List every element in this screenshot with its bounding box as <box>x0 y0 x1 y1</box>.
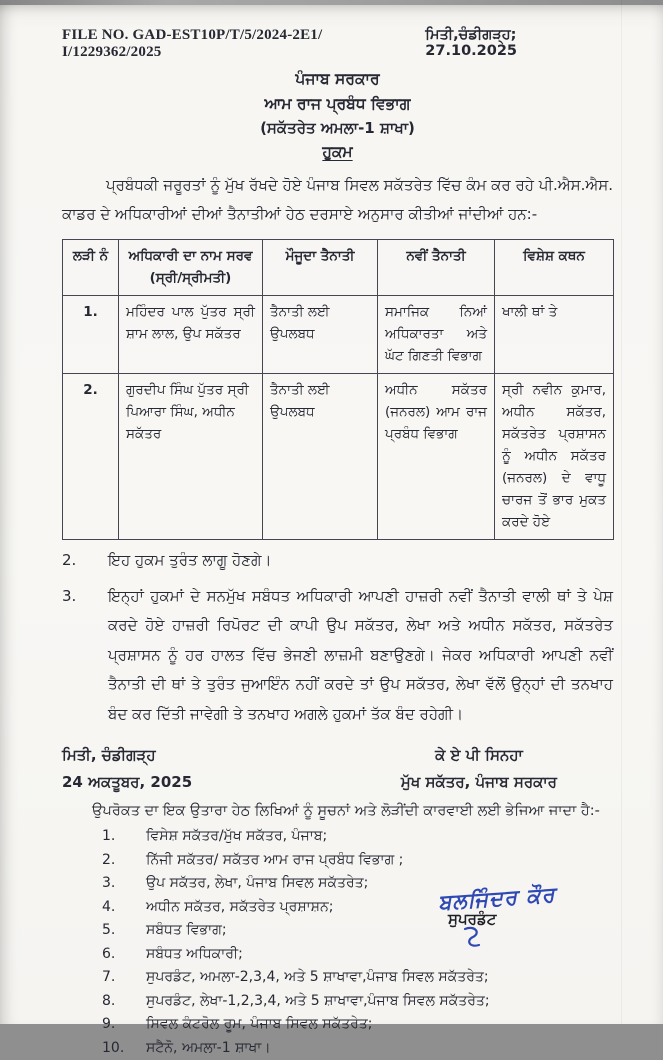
issue-place-date <box>62 742 192 796</box>
signatory-block <box>401 742 557 796</box>
cell-serial: 2. <box>63 374 119 540</box>
cell-remarks: ਖਾਲੀ ਥਾਂ ਤੇ <box>495 296 614 374</box>
signature-flourish-icon <box>460 926 486 952</box>
col-header-serial: ਲੜੀ ਨੰ <box>63 240 119 296</box>
cc-number: 1. <box>102 825 146 849</box>
government-title: ਪੰਜਾਬ ਸਰਕਾਰ <box>62 70 613 89</box>
cc-text: ਸਬੰਧਤ ਅਧਿਕਾਰੀ; <box>146 943 613 967</box>
issue-date-top: ਮਿਤੀ,ਚੰਡੀਗੜ੍ਹ; 27.10.2025 <box>425 27 613 59</box>
table-header-row <box>63 240 614 296</box>
cc-number: 9. <box>102 1013 146 1037</box>
cc-number: 4. <box>102 896 146 920</box>
cc-item <box>102 849 613 873</box>
col-header-new-posting: ਨਵੀਂ ਤੈਨਾਤੀ <box>378 240 495 296</box>
cc-item <box>102 825 613 849</box>
cc-text: ਸਬੰਧਤ ਵਿਭਾਗ; <box>146 919 613 943</box>
cell-new-posting: ਸਮਾਜਿਕ ਨਿਆਂ ਅਧਿਕਾਰਤਾ ਅਤੇ ਘੱਟ ਗਿਣਤੀ ਵਿਭਾਗ <box>378 296 495 374</box>
order-point-3 <box>62 582 613 730</box>
cc-number: 2. <box>102 849 146 873</box>
cc-number: 5. <box>102 919 146 943</box>
cell-officer-name: ਮਹਿੰਦਰ ਪਾਲ ਪੁੱਤਰ ਸ੍ਰੀ ਸ਼ਾਮ ਲਾਲ, ਉਪ ਸਕੱਤਰ <box>119 296 263 374</box>
cell-new-posting: ਅਧੀਨ ਸਕੱਤਰ (ਜਨਰਲ) ਆਮ ਰਾਜ ਪ੍ਰਬੰਧ ਵਿਭਾਗ <box>378 374 495 540</box>
table-row <box>63 296 614 374</box>
point-text: ਇਨ੍ਹਾਂ ਹੁਕਮਾਂ ਦੇ ਸਨਮੁੱਖ ਸਬੰਧਤ ਅਧਿਕਾਰੀ ਆਪਣੀ ਹਾਜ਼ਰੀ ਨਵੀਂ ਤੈਨਾਤੀ ਵਾਲੀ ਥਾਂ ਤੇ ਪੇਸ਼ ਕਰਦੇ ਹੋਏ ਹਾਜ਼ਰੀ ਰਿਪੋਰਟ ਦੀ ਕਾਪੀ ਉਪ ਸਕੱਤਰ, ਲੇਖਾ ਅਤੇ ਅਧੀਨ ਸਕੱਤਰ, ਸਕੱਤਰੇਤ ਪ੍ਰਸ਼ਾਸਨ ਨੂੰ ਹਰ ਹਾਲਤ ਵਿੱਚ ਭੇਜਣੀ ਲਾਜ਼ਮੀ ਬਣਾਉਣਗੇ। ਜੇਕਰ ਅਧਿਕਾਰੀ ਆਪਣੀ ਨਵੀਂ ਤੈਨਾਤੀ ਦੀ ਥਾਂ ਤੇ ਤੁਰੰਤ ਜੁਆਇੰਨ ਨਹੀਂ ਕਰਦੇ ਤਾਂ ਉਪ ਸਕੱਤਰ, ਲੇਖਾ ਵੱਲੋਂ ਉਨ੍ਹਾਂ ਦੀ ਤਨਖਾਹ ਬੰਦ ਕਰ ਦਿੱਤੀ ਜਾਵੇਗੀ ਤੇ ਤਨਖਾਹ ਅਗਲੇ ਹੁਕਮਾਂ ਤੱਕ ਬੰਦ ਰਹੇਗੀ। <box>108 582 613 730</box>
cc-text: ਅਧੀਨ ਸਕੱਤਰ, ਸਕੱਤਰੇਤ ਪ੍ਰਸ਼ਾਸ਼ਨ; <box>146 896 613 920</box>
point-text: ਇਹ ਹੁਕਮ ਤੁਰੰਤ ਲਾਗੂ ਹੋਣਗੇ। <box>108 546 613 576</box>
cell-current-posting: ਤੈਨਾਤੀ ਲਈ ਉਪਲਬਧ <box>263 374 378 540</box>
point-number: 3. <box>62 582 108 730</box>
file-number: FILE NO. GAD-EST10P/T/5/2024-2E1/ I/1229362/2025 <box>62 27 425 61</box>
cc-number: 7. <box>102 966 146 990</box>
col-header-officer-name: ਅਧਿਕਾਰੀ ਦਾ ਨਾਮ ਸਰਵ (ਸ੍ਰੀ/ਸ੍ਰੀਮਤੀ) <box>119 240 263 296</box>
cell-serial: 1. <box>63 296 119 374</box>
intro-paragraph: ਪ੍ਰਬੰਧਕੀ ਜਰੂਰਤਾਂ ਨੂੰ ਮੁੱਖ ਰੱਖਦੇ ਹੋਏ ਪੰਜਾਬ ਸਿਵਲ ਸਕੱਤਰੇਤ ਵਿੱਚ ਕੰਮ ਕਰ ਰਹੇ ਪੀ.ਐਸ.ਐਸ. ਕਾਡਰ ਦੇ ਅਧਿਕਾਰੀਆਂ ਦੀਆਂ ਤੈਨਾਤੀਆਂ ਹੇਠ ਦਰਸਾਏ ਅਨੁਸਾਰ ਕੀਤੀਆਂ ਜਾਂਦੀਆਂ ਹਨ:- <box>62 171 613 229</box>
cc-number: 6. <box>102 943 146 967</box>
issue-signature-block <box>62 742 613 796</box>
cc-item <box>102 1037 613 1060</box>
cc-text: ਨਿੱਜੀ ਸਕੱਤਰ/ ਸਕੱਤਰ ਆਮ ਰਾਜ ਪ੍ਰਬੰਧ ਵਿਭਾਗ ; <box>146 849 613 873</box>
cell-officer-name: ਗੁਰਦੀਪ ਸਿੰਘ ਪੁੱਤਰ ਸ੍ਰੀ ਪਿਆਰਾ ਸਿੰਘ, ਅਧੀਨ ਸਕੱਤਰ <box>119 374 263 540</box>
cc-item <box>102 990 613 1014</box>
cc-number: 3. <box>102 872 146 896</box>
officers-posting-table <box>62 239 614 540</box>
cc-text: ਸਟੈਨੋ, ਅਮਲਾ-1 ਸ਼ਾਖਾ। <box>146 1037 613 1060</box>
superintendent-title: ਸੁਪਰਡੰਟ <box>448 910 628 928</box>
file-header-row <box>62 27 613 61</box>
point-number: 2. <box>62 546 108 576</box>
cc-item <box>102 966 613 990</box>
cc-item <box>102 1013 613 1037</box>
cc-text: ਉਪ ਸਕੱਤਰ, ਲੇਖਾ, ਪੰਜਾਬ ਸਿਵਲ ਸਕੱਤਰੇਤ; <box>146 872 613 896</box>
order-heading: ਹੁਕਮ <box>62 143 613 162</box>
superintendent-signature-block <box>438 884 628 956</box>
order-point-2 <box>62 546 613 576</box>
issue-date: 24 ਅਕਤੂਬਰ, 2025 <box>62 769 192 796</box>
endorsement-intro: ਉਪਰੋਕਤ ਦਾ ਇਕ ਉਤਾਰਾ ਹੇਠ ਲਿਖਿਆਂ ਨੂੰ ਸੂਚਨਾਂ ਅਤੇ ਲੋੜੀਂਦੀ ਕਾਰਵਾਈ ਲਈ ਭੇਜਿਆ ਜਾਦਾ ਹੈ:- <box>62 799 613 823</box>
cc-text: ਸੁਪਰਡੰਟ, ਲੇਖਾ-1,2,3,4, ਅਤੇ 5 ਸ਼ਾਖਾਵਾ,ਪੰਜਾਬ ਸਿਵਲ ਸਕੱਤਰੇਤ; <box>146 990 613 1014</box>
cc-text: ਸੁਪਰਡੰਟ, ਅਮਲਾ-2,3,4, ਅਤੇ 5 ਸ਼ਾਖਾਵਾ,ਪੰਜਾਬ ਸਿਵਲ ਸਕੱਤਰੇਤ; <box>146 966 613 990</box>
col-header-remarks: ਵਿਸ਼ੇਸ਼ ਕਥਨ <box>495 240 614 296</box>
cell-remarks: ਸ੍ਰੀ ਨਵੀਨ ਕੁਮਾਰ, ਅਧੀਨ ਸਕੱਤਰ, ਸਕੱਤਰੇਤ ਪ੍ਰਸ਼ਾਸਨ ਨੂੰ ਅਧੀਨ ਸਕੱਤਰ (ਜਨਰਲ) ਦੇ ਵਾਧੂ ਚਾਰਜ ਤੋਂ ਭਾਰ ਮੁਕਤ ਕਰਦੇ ਹੋਏ <box>495 374 614 540</box>
col-header-current-posting: ਮੌਜੂਦਾ ਤੈਨਾਤੀ <box>263 240 378 296</box>
cc-text: ਵਿਸੇਸ਼ ਸਕੱਤਰ/ਮੁੱਖ ਸਕੱਤਰ, ਪੰਜਾਬ; <box>146 825 613 849</box>
handwritten-signature: ਬਲਜਿੰਦਰ ਕੌਰ <box>437 877 628 915</box>
cc-number: 10. <box>102 1037 146 1060</box>
branch-title: (ਸਕੱਤਰੇਤ ਅਮਲਾ-1 ਸ਼ਾਖਾ) <box>62 119 613 137</box>
department-title: ਆਮ ਰਾਜ ਪ੍ਰਬੰਧ ਵਿਭਾਗ <box>62 95 613 114</box>
table-row <box>63 374 614 540</box>
cell-current-posting: ਤੈਨਾਤੀ ਲਈ ਉਪਲਬਧ <box>263 296 378 374</box>
cc-number: 8. <box>102 990 146 1014</box>
cc-text: ਸਿਵਲ ਕੰਟਰੋਲ ਰੂਮ, ਪੰਜਾਬ ਸਿਵਲ ਸਕੱਤਰੇਤ; <box>146 1013 613 1037</box>
signatory-designation: ਮੁੱਖ ਸਕੱਤਰ, ਪੰਜਾਬ ਸਰਕਾਰ <box>401 769 557 796</box>
signatory-name: ਕੇ ਏ ਪੀ ਸਿਨਹਾ <box>401 742 557 769</box>
issue-place: ਮਿਤੀ, ਚੰਡੀਗੜ੍ਹ <box>62 742 192 769</box>
